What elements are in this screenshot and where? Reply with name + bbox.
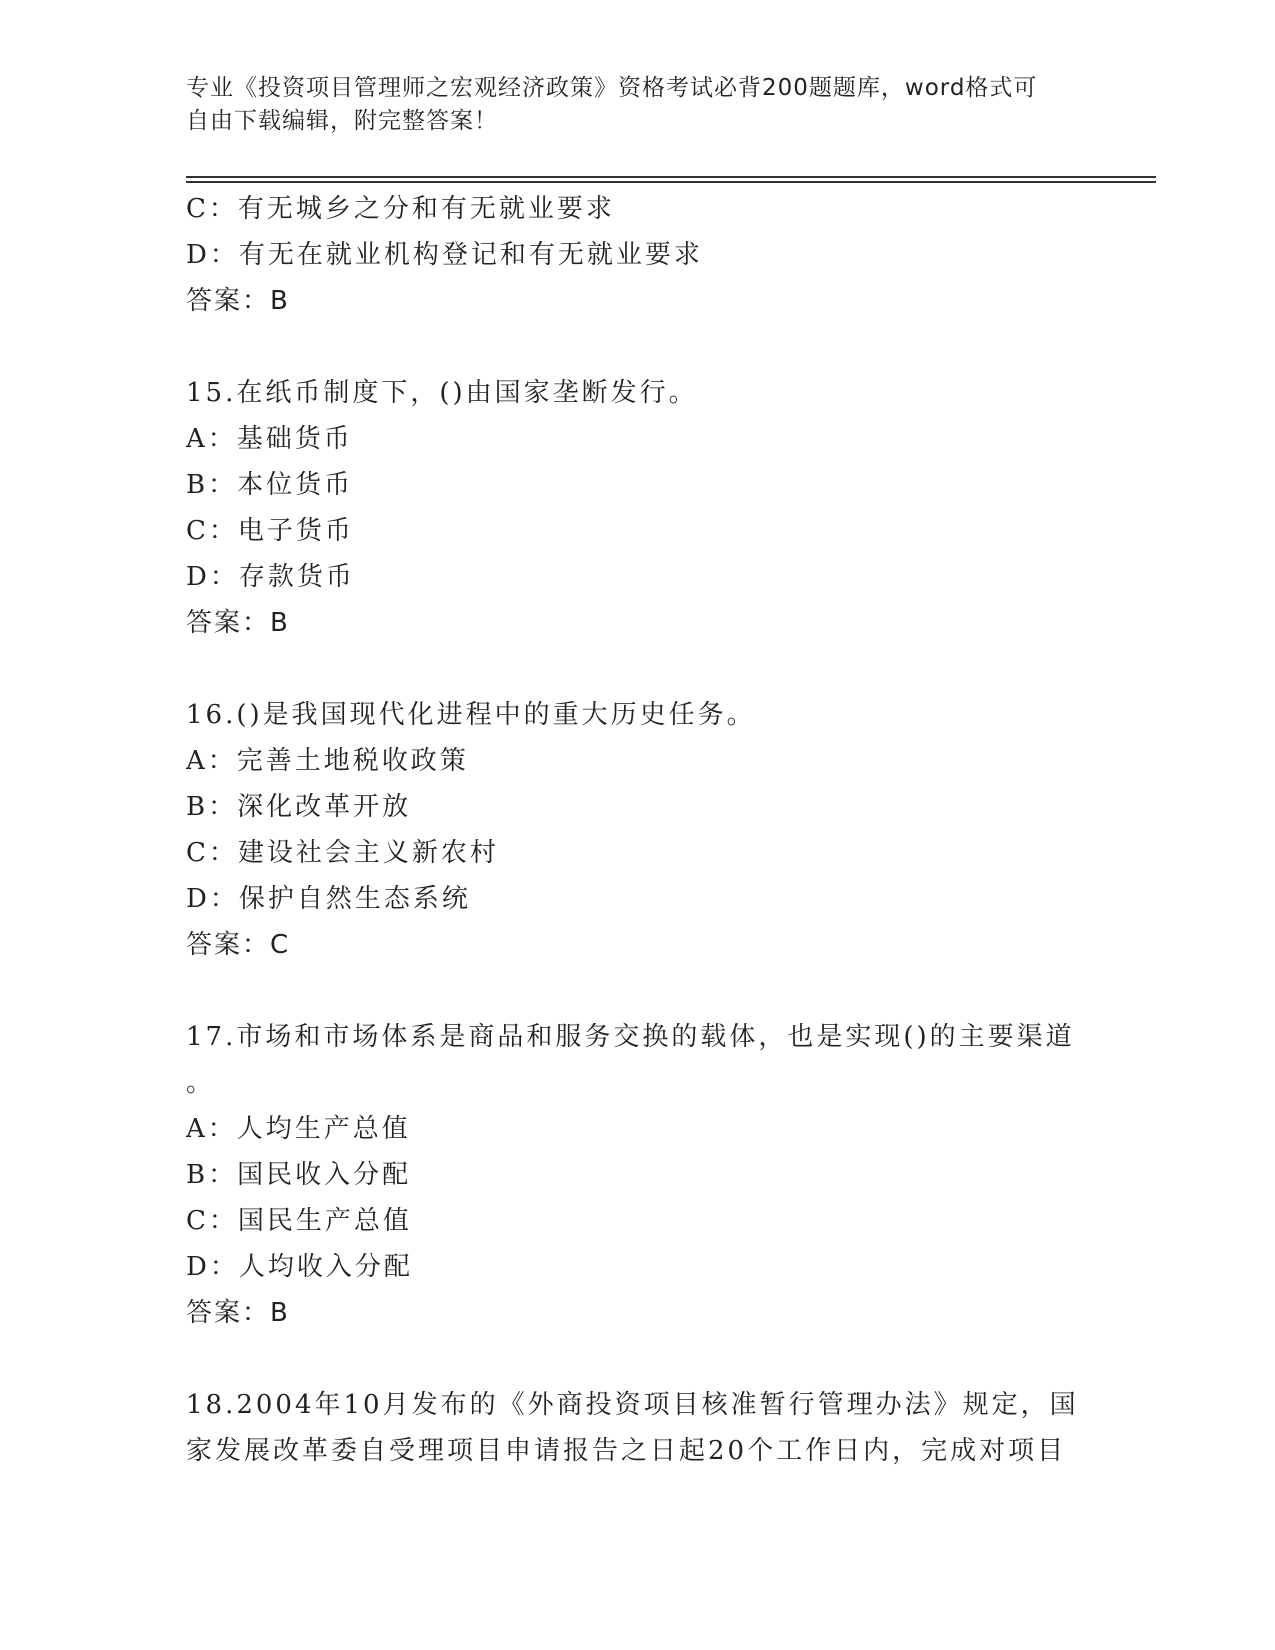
header-divider-top xyxy=(186,176,1156,178)
header-line-2: 自由下载编辑，附完整答案！ xyxy=(186,108,498,134)
option-a: A：人均生产总值 xyxy=(186,1114,411,1144)
spacer xyxy=(186,968,1086,1014)
header-line-1: 专业《投资项目管理师之宏观经济政策》资格考试必背200题题库，word格式可 xyxy=(186,75,1038,101)
option-a: A：基础货币 xyxy=(186,424,353,454)
spacer xyxy=(186,1336,1086,1382)
option-c: C：有无城乡之分和有无就业要求 xyxy=(186,194,615,224)
question-block-15 xyxy=(186,370,1086,646)
question-list xyxy=(186,186,1086,1474)
question-block-16 xyxy=(186,692,1086,968)
question-stem-line-1: 18.2004年10月发布的《外商投资项目核准暂行管理办法》规定，国 xyxy=(186,1390,1079,1420)
header-divider-bottom xyxy=(186,181,1156,183)
option-b: B：深化改革开放 xyxy=(186,792,412,822)
option-b: B：国民收入分配 xyxy=(186,1160,412,1190)
option-d: D：人均收入分配 xyxy=(186,1252,413,1282)
option-d: D：保护自然生态系统 xyxy=(186,884,471,914)
question-stem-line-1: 17.市场和市场体系是商品和服务交换的载体，也是实现()的主要渠道 xyxy=(186,1022,1075,1052)
spacer xyxy=(186,324,1086,370)
option-c: C：建设社会主义新农村 xyxy=(186,838,499,868)
option-d: D：有无在就业机构登记和有无就业要求 xyxy=(186,240,703,270)
document-header xyxy=(186,72,1086,138)
answer-text: 答案：C xyxy=(186,930,291,960)
question-block-18 xyxy=(186,1382,1086,1474)
question-stem: 15.在纸币制度下，()由国家垄断发行。 xyxy=(186,378,698,408)
question-stem: 16.()是我国现代化进程中的重大历史任务。 xyxy=(186,700,756,730)
option-b: B：本位货币 xyxy=(186,470,354,500)
option-c: C：电子货币 xyxy=(186,516,354,546)
answer-text: 答案：B xyxy=(186,1298,290,1328)
option-c: C：国民生产总值 xyxy=(186,1206,412,1236)
answer-text: 答案：B xyxy=(186,608,290,638)
question-stem-line-2: 家发展改革委自受理项目申请报告之日起20个工作日内，完成对项目 xyxy=(186,1436,1067,1466)
question-stem-line-2: 。 xyxy=(186,1068,216,1098)
option-a: A：完善土地税收政策 xyxy=(186,746,469,776)
option-d: D：存款货币 xyxy=(186,562,355,592)
question-block-17 xyxy=(186,1014,1086,1336)
answer-text: 答案：B xyxy=(186,286,290,316)
spacer xyxy=(186,646,1086,692)
question-block-14 xyxy=(186,186,1086,324)
